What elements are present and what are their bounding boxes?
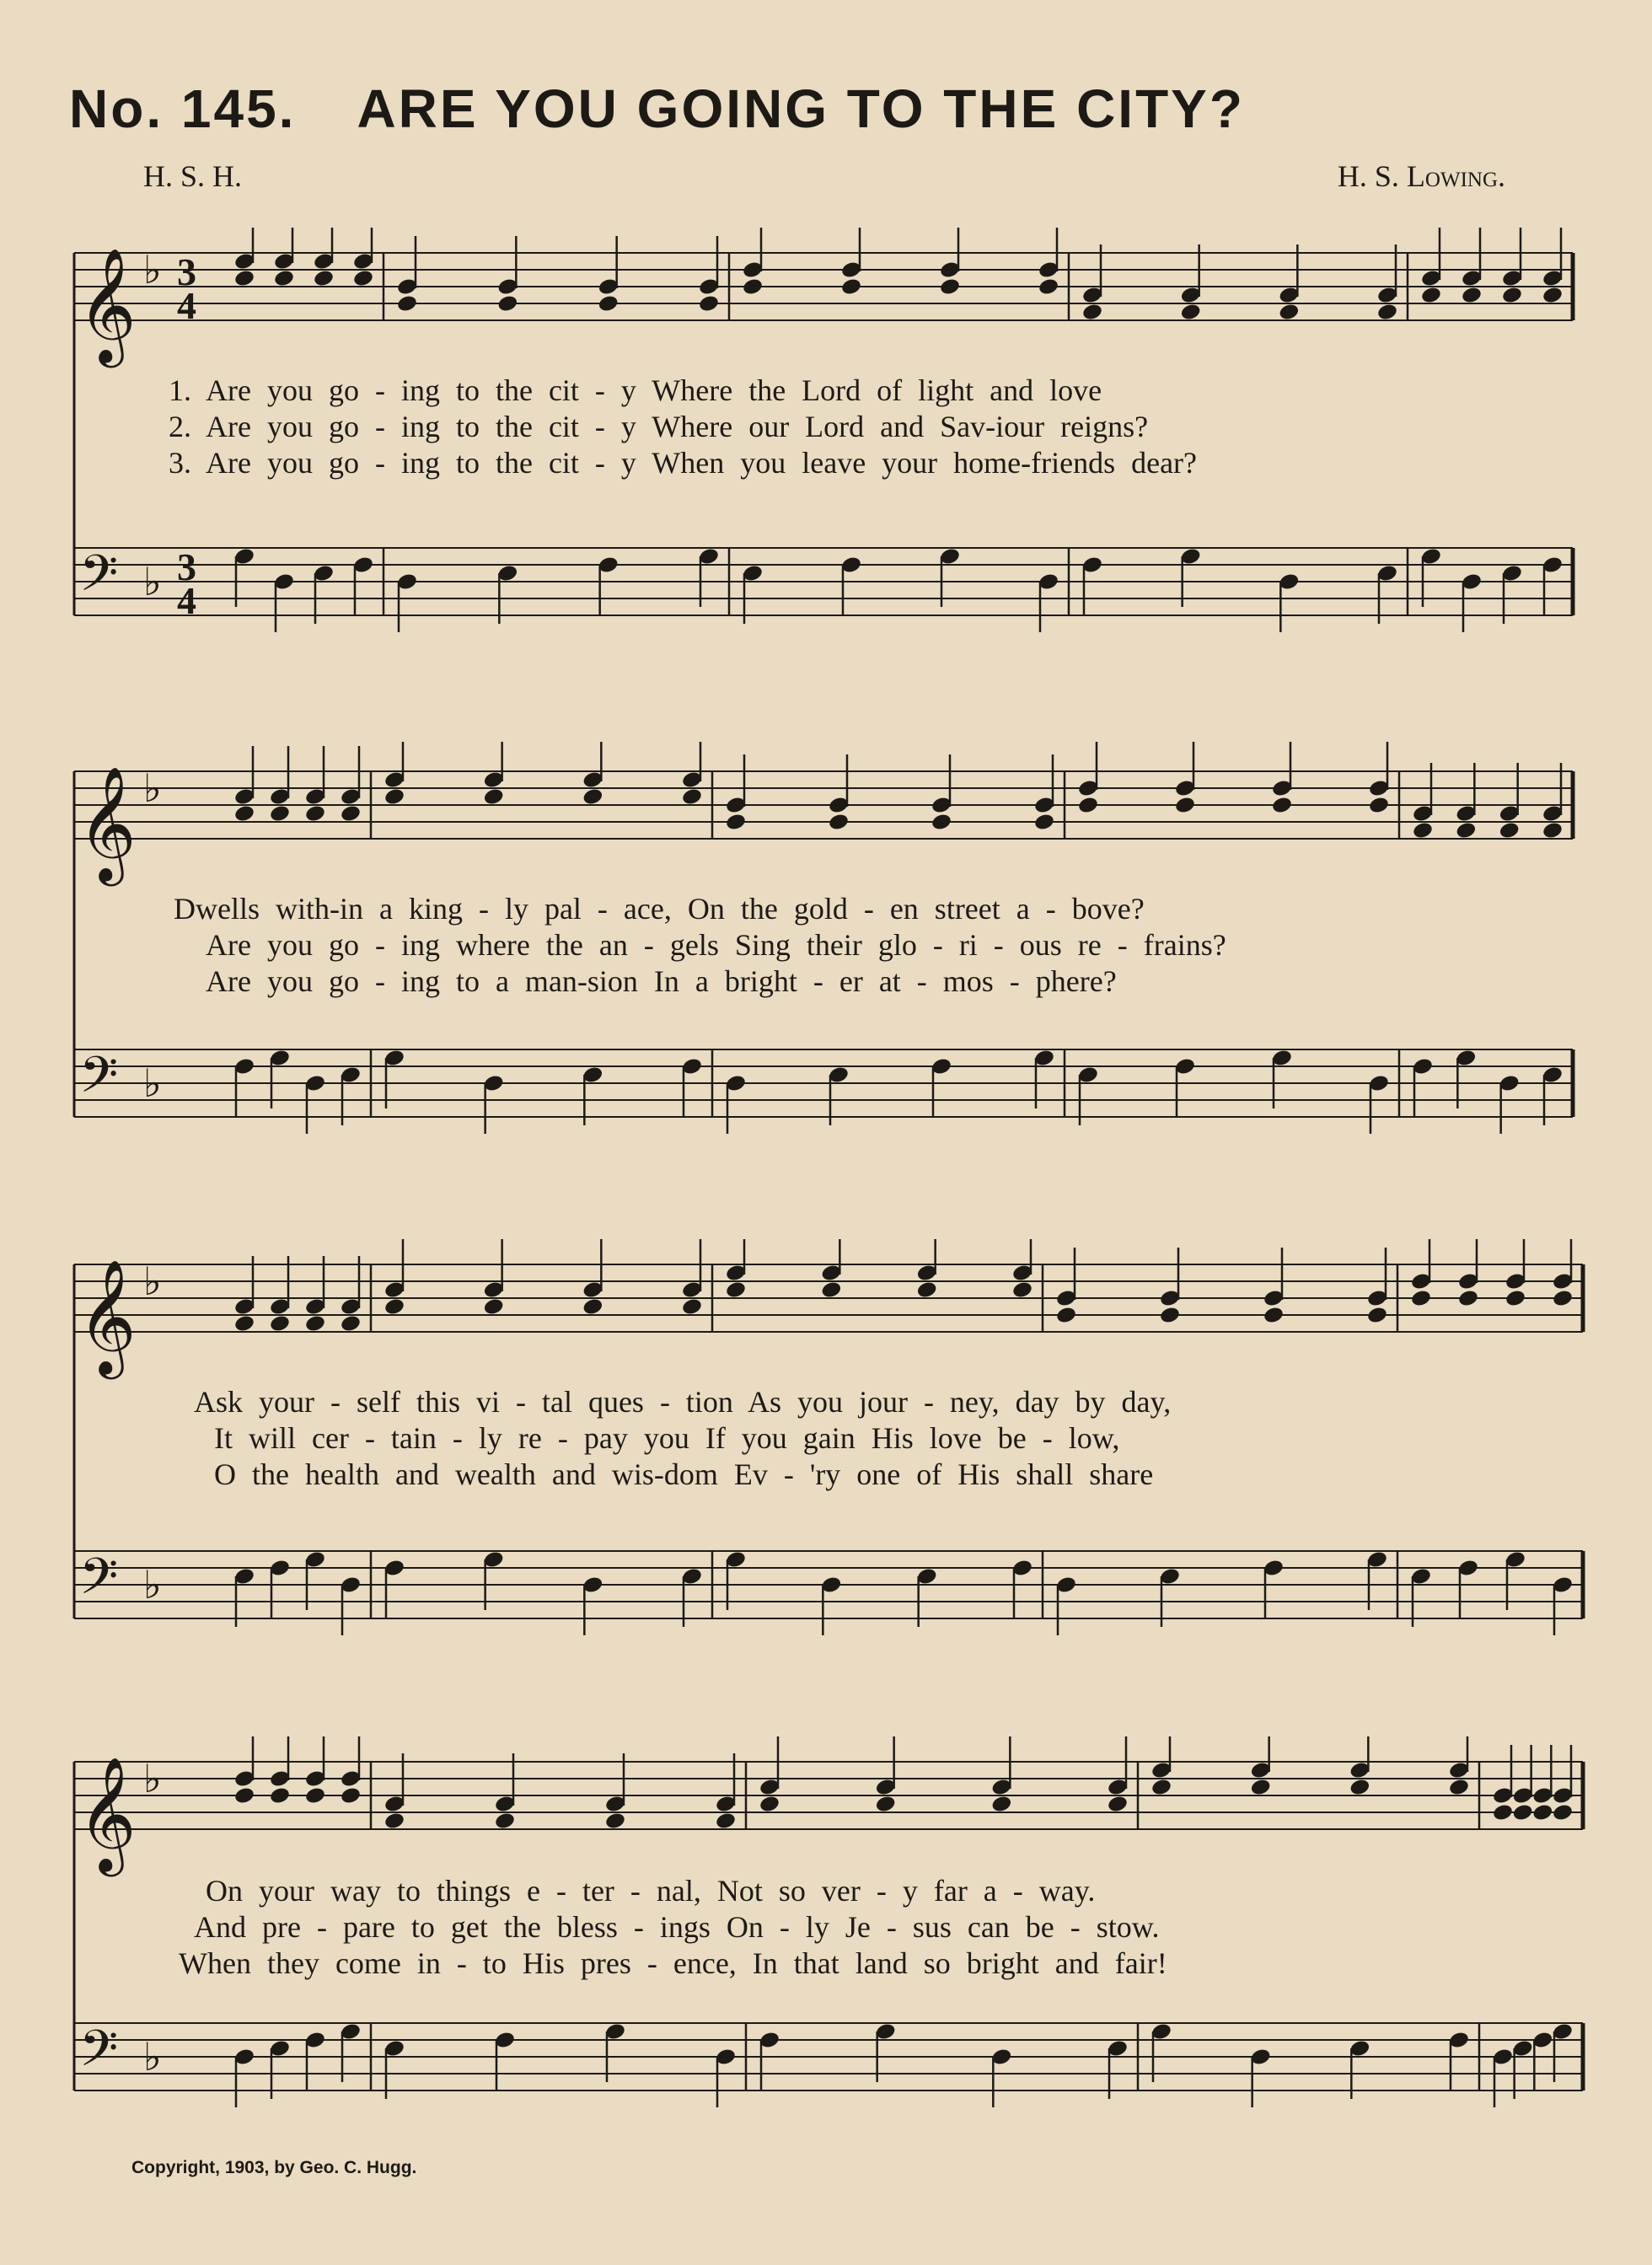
treble-notehead — [681, 1297, 703, 1317]
treble-notehead — [384, 1297, 405, 1317]
lyric-verse-1: 1. Are you go - ing to the cit - y Where the Lord of light and love — [169, 373, 1102, 407]
treble-clef-icon: 𝄞 — [78, 246, 137, 362]
hymn-number: No. 145. — [69, 78, 297, 139]
treble-notehead — [1081, 303, 1103, 322]
treble-notehead — [1542, 821, 1564, 840]
treble-notehead — [1461, 286, 1483, 305]
treble-notehead — [828, 813, 850, 832]
treble-notehead — [698, 294, 720, 314]
treble-notehead — [725, 813, 747, 832]
treble-notehead — [233, 269, 255, 288]
treble-notehead — [820, 1280, 842, 1300]
treble-notehead — [384, 787, 405, 807]
lyric-verse-2: It will cer - tain - ly re - pay you If you gain His love be - low, — [214, 1421, 1120, 1455]
treble-clef-icon: 𝄞 — [78, 1755, 137, 1871]
hymn-title-text: ARE YOU GOING TO THE CITY? — [357, 78, 1245, 139]
lyric-verse-1: On your way to things e - ter - nal, Not so ver - y far a - way. — [206, 1874, 1096, 1908]
treble-notehead — [384, 1811, 405, 1831]
composer-credit: H. S. Lowing. — [1337, 159, 1505, 193]
treble-notehead — [269, 1786, 291, 1806]
copyright-notice: Copyright, 1903, by Geo. C. Hugg. — [131, 2158, 417, 2177]
treble-notehead — [304, 1786, 326, 1806]
lyric-verse-3: O the health and wealth and wis-dom Ev - 'ry one of His shall share — [214, 1457, 1154, 1491]
treble-notehead — [931, 813, 952, 832]
treble-notehead — [742, 277, 764, 297]
time-signature-top: 3 — [177, 250, 196, 293]
treble-notehead — [483, 1297, 505, 1317]
treble-notehead — [352, 269, 374, 288]
treble-notehead — [1504, 1289, 1526, 1308]
treble-notehead — [1263, 1306, 1285, 1325]
lyric-verse-2: Are you go - ing where the an - gels Sing their glo - ri - ous re - frains? — [206, 928, 1226, 962]
treble-notehead — [840, 277, 862, 297]
lyric-verse-2: And pre - pare to get the bless - ings On - ly Je - sus can be - stow. — [194, 1910, 1160, 1944]
treble-notehead — [1271, 796, 1293, 815]
treble-notehead — [604, 1811, 626, 1831]
music-system-1 — [0, 228, 1652, 700]
treble-notehead — [1366, 1306, 1388, 1325]
treble-notehead — [1038, 277, 1059, 297]
treble-notehead — [304, 804, 326, 824]
treble-notehead — [1107, 1795, 1129, 1814]
lyricist-credit: H. S. H. — [143, 159, 243, 193]
treble-notehead — [1552, 1803, 1574, 1822]
lyric-verse-1: Dwells with-in a king - ly pal - ace, On the gold - en street a - bove? — [174, 892, 1145, 926]
treble-notehead — [269, 1314, 291, 1334]
lyric-verse-3: Are you go - ing to a man-sion In a bright - er at - mos - phere? — [206, 964, 1117, 998]
treble-notehead — [990, 1795, 1012, 1814]
flat-key-signature-icon: ♭ — [143, 1259, 162, 1304]
treble-notehead — [1412, 821, 1434, 840]
lyric-verse-3: When they come in - to His pres - ence, In that land so bright and fair! — [179, 1946, 1167, 1980]
treble-notehead — [233, 1786, 255, 1806]
treble-clef-icon: 𝄞 — [78, 1258, 137, 1374]
treble-notehead — [1542, 286, 1564, 305]
treble-notehead — [939, 277, 961, 297]
lyric-verse-3: 3. Are you go - ing to the cit - y When you leave your home-friends dear? — [169, 446, 1198, 480]
treble-notehead — [313, 269, 335, 288]
treble-notehead — [340, 804, 362, 824]
flat-key-signature-icon: ♭ — [143, 1562, 162, 1608]
flat-key-signature-icon: ♭ — [143, 559, 162, 604]
treble-notehead — [1033, 813, 1055, 832]
treble-notehead — [1455, 821, 1477, 840]
time-signature-top: 3 — [177, 545, 196, 588]
treble-notehead — [304, 1314, 326, 1334]
hymn-title — [69, 78, 1245, 140]
treble-notehead — [715, 1811, 737, 1831]
treble-notehead — [1011, 1280, 1033, 1300]
treble-notehead — [916, 1280, 938, 1300]
treble-notehead — [1420, 286, 1442, 305]
treble-notehead — [1448, 1778, 1470, 1797]
treble-notehead — [273, 269, 295, 288]
treble-notehead — [1250, 1778, 1272, 1797]
music-system-4 — [0, 1736, 1652, 2158]
flat-key-signature-icon: ♭ — [143, 247, 162, 293]
treble-notehead — [582, 1297, 603, 1317]
bass-clef-icon: 𝄢 — [79, 2019, 119, 2090]
flat-key-signature-icon: ♭ — [143, 765, 162, 811]
treble-notehead — [496, 294, 518, 314]
treble-notehead — [1501, 286, 1523, 305]
treble-notehead — [598, 294, 620, 314]
flat-key-signature-icon: ♭ — [143, 1060, 162, 1106]
treble-notehead — [1174, 796, 1196, 815]
treble-notehead — [233, 804, 255, 824]
treble-notehead — [1077, 796, 1099, 815]
treble-notehead — [483, 787, 505, 807]
flat-key-signature-icon: ♭ — [143, 1756, 162, 1801]
treble-notehead — [1349, 1778, 1370, 1797]
treble-notehead — [1055, 1306, 1077, 1325]
bass-clef-icon: 𝄢 — [79, 1045, 119, 1116]
treble-notehead — [1531, 1803, 1553, 1822]
music-system-3 — [0, 1239, 1652, 1711]
treble-notehead — [340, 1786, 362, 1806]
treble-notehead — [340, 1314, 362, 1334]
treble-notehead — [494, 1811, 516, 1831]
treble-notehead — [1376, 303, 1398, 322]
treble-notehead — [1552, 1289, 1574, 1308]
treble-notehead — [875, 1795, 897, 1814]
treble-notehead — [233, 1314, 255, 1334]
treble-notehead — [396, 294, 418, 314]
bass-clef-icon: 𝄢 — [79, 544, 119, 615]
flat-key-signature-icon: ♭ — [143, 2034, 162, 2080]
bass-clef-icon: 𝄢 — [79, 1547, 119, 1618]
lyric-verse-1: Ask your - self this vi - tal ques - tion As you jour - ney, day by day, — [194, 1385, 1172, 1419]
treble-notehead — [269, 804, 291, 824]
treble-clef-icon: 𝄞 — [78, 765, 137, 881]
treble-notehead — [1499, 821, 1521, 840]
treble-notehead — [725, 1280, 747, 1300]
treble-notehead — [1150, 1778, 1172, 1797]
lyric-verse-2: 2. Are you go - ing to the cit - y Where our Lord and Sav-iour reigns? — [169, 410, 1149, 443]
music-system-2 — [0, 742, 1652, 1214]
treble-notehead — [1492, 1803, 1514, 1822]
time-signature-bottom: 4 — [177, 284, 196, 327]
treble-notehead — [1278, 303, 1300, 322]
treble-notehead — [1457, 1289, 1479, 1308]
treble-notehead — [1410, 1289, 1432, 1308]
treble-notehead — [759, 1795, 780, 1814]
treble-notehead — [681, 787, 703, 807]
treble-notehead — [1368, 796, 1390, 815]
treble-notehead — [1512, 1803, 1534, 1822]
treble-notehead — [1159, 1306, 1181, 1325]
treble-notehead — [1180, 303, 1202, 322]
time-signature-bottom: 4 — [177, 579, 196, 622]
treble-notehead — [582, 787, 603, 807]
